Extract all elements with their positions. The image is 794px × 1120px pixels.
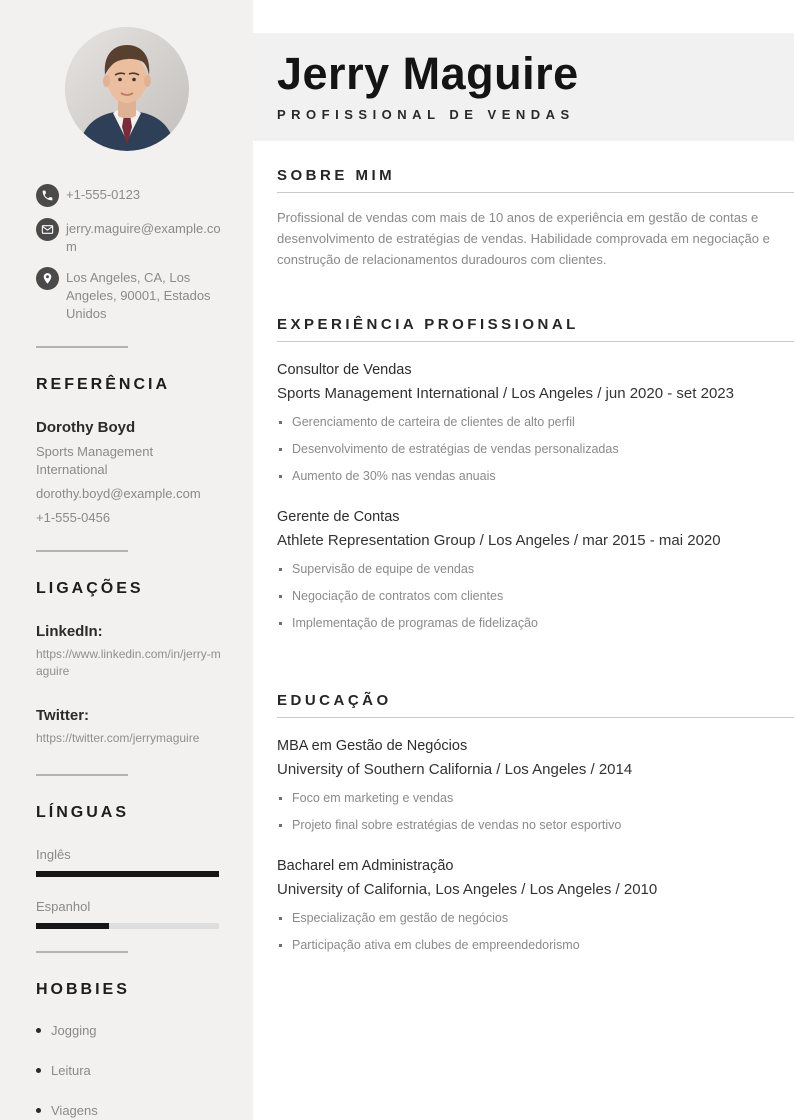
- education-heading: EDUCAÇÃO: [277, 692, 392, 709]
- language-level-bar: [36, 923, 219, 929]
- bullet-dot: [279, 622, 282, 625]
- education-section: [253, 692, 794, 954]
- contact-phone: [36, 184, 227, 207]
- section-divider: [277, 341, 794, 342]
- language-level-fill: [36, 871, 219, 877]
- divider: [36, 550, 128, 552]
- education-entry: [277, 738, 770, 834]
- bullet-item: [277, 441, 770, 458]
- divider: [36, 346, 128, 348]
- person-job-title: PROFISSIONAL DE VENDAS: [277, 107, 575, 122]
- links-block: [36, 623, 227, 747]
- main-content: [253, 0, 794, 1120]
- contact-email: [36, 218, 227, 256]
- bullet-label: Aumento de 30% nas vendas anuais: [292, 469, 496, 483]
- bullet-dot: [279, 595, 282, 598]
- job-title: Consultor de Vendas: [277, 362, 412, 378]
- bullet-dot: [279, 917, 282, 920]
- person-name: Jerry Maguire: [277, 48, 579, 99]
- about-heading: SOBRE MIM: [277, 167, 396, 184]
- links-heading: LIGAÇÕES: [36, 580, 144, 597]
- contact-location: [36, 267, 227, 323]
- degree-bullets: [277, 790, 770, 834]
- reference-email: dorothy.boyd@example.com: [36, 486, 201, 501]
- job-title: Gerente de Contas: [277, 509, 400, 525]
- hobby-item: [36, 1063, 227, 1078]
- bullet-dot: [36, 1028, 41, 1033]
- experience-section: [253, 316, 794, 632]
- bullet-item: [277, 561, 770, 578]
- bullet-label: Implementação de programas de fidelização: [292, 616, 538, 630]
- hobby-item: [36, 1023, 227, 1038]
- twitter-label: Twitter:: [36, 707, 90, 724]
- hobby-label: Jogging: [51, 1023, 97, 1038]
- location-text: Los Angeles, CA, Los Angeles, 90001, Estados Unidos: [66, 270, 211, 321]
- bullet-label: Negociação de contratos com clientes: [292, 589, 504, 603]
- bullet-dot: [36, 1068, 41, 1073]
- bullet-item: [277, 468, 770, 485]
- degree-title: MBA em Gestão de Negócios: [277, 738, 468, 754]
- bullet-dot: [279, 421, 282, 424]
- bullet-dot: [279, 824, 282, 827]
- section-divider: [277, 192, 794, 193]
- hobbies-block: [36, 1023, 227, 1118]
- degree-meta: University of California, Los Angeles / Los Angeles / 2010: [277, 881, 658, 898]
- job-meta: Athlete Representation Group / Los Angeles / mar 2015 - mai 2020: [277, 532, 721, 549]
- language-level-bar: [36, 871, 219, 877]
- hobbies-heading: HOBBIES: [36, 981, 130, 998]
- contact-info: [36, 184, 227, 323]
- bullet-item: [277, 615, 770, 632]
- avatar: [65, 27, 189, 151]
- experience-entry: [277, 362, 770, 485]
- job-meta: Sports Management International / Los Angeles / jun 2020 - set 2023: [277, 385, 734, 402]
- linkedin-url[interactable]: https://www.linkedin.com/in/jerry-maguire: [36, 647, 221, 678]
- bullet-dot: [279, 568, 282, 571]
- education-entry: [277, 858, 770, 954]
- email-address: jerry.maguire@example.com: [66, 221, 221, 254]
- phone-number: +1-555-0123: [66, 187, 141, 202]
- bullet-dot: [279, 475, 282, 478]
- degree-bullets: [277, 910, 770, 954]
- bullet-label: Supervisão de equipe de vendas: [292, 562, 475, 576]
- hobby-label: Viagens: [51, 1103, 98, 1118]
- bullet-item: [277, 588, 770, 605]
- bullet-dot: [279, 944, 282, 947]
- language-level-fill: [36, 923, 109, 929]
- bullet-dot: [279, 797, 282, 800]
- bullet-dot: [36, 1108, 41, 1113]
- bullet-item: [277, 817, 770, 834]
- experience-entry: [277, 509, 770, 632]
- languages-block: [36, 847, 227, 929]
- bullet-item: [277, 790, 770, 807]
- degree-meta: University of Southern California / Los Angeles / 2014: [277, 761, 633, 778]
- section-divider: [277, 717, 794, 718]
- bullet-item: [277, 910, 770, 927]
- reference-name: Dorothy Boyd: [36, 419, 136, 436]
- link-item-linkedin: [36, 623, 227, 680]
- bullet-item: [277, 937, 770, 954]
- languages-heading: LÍNGUAS: [36, 804, 129, 821]
- reference-heading: REFERÊNCIA: [36, 376, 171, 393]
- bullet-label: Especialização em gestão de negócios: [292, 911, 509, 925]
- link-item-twitter: [36, 707, 227, 747]
- divider: [36, 774, 128, 776]
- about-text: Profissional de vendas com mais de 10 anos de experiência em gestão de contas e desenvolvimento de estratégias de vendas. Habilidade comprovada em negociação e construção de relacionamentos duradouros com clientes.: [277, 210, 770, 267]
- reference-block: [36, 419, 227, 527]
- location-icon: [36, 267, 59, 290]
- language-name: Inglês: [36, 847, 71, 862]
- job-bullets: [277, 414, 770, 485]
- header-band: [253, 33, 794, 141]
- reference-company: Sports Management International: [36, 444, 154, 477]
- job-bullets: [277, 561, 770, 632]
- twitter-url[interactable]: https://twitter.com/jerrymaguire: [36, 731, 200, 745]
- sidebar: [0, 0, 253, 1120]
- experience-heading: EXPERIÊNCIA PROFISSIONAL: [277, 316, 579, 333]
- language-name: Espanhol: [36, 899, 91, 914]
- linkedin-label: LinkedIn:: [36, 623, 103, 640]
- bullet-dot: [279, 448, 282, 451]
- divider: [36, 951, 128, 953]
- phone-icon: [36, 184, 59, 207]
- bullet-label: Participação ativa em clubes de empreendedorismo: [292, 938, 580, 952]
- hobby-item: [36, 1103, 227, 1118]
- bullet-label: Projeto final sobre estratégias de vendas no setor esportivo: [292, 818, 622, 832]
- profile-photo-illustration: [65, 27, 189, 151]
- bullet-label: Gerenciamento de carteira de clientes de alto perfil: [292, 415, 575, 429]
- bullet-label: Foco em marketing e vendas: [292, 791, 454, 805]
- language-item: [36, 899, 227, 929]
- bullet-label: Desenvolvimento de estratégias de vendas personalizadas: [292, 442, 619, 456]
- email-icon: [36, 218, 59, 241]
- language-item: [36, 847, 227, 877]
- reference-phone: +1-555-0456: [36, 510, 111, 525]
- about-section: [253, 167, 794, 270]
- degree-title: Bacharel em Administração: [277, 858, 454, 874]
- bullet-item: [277, 414, 770, 431]
- hobby-label: Leitura: [51, 1063, 91, 1078]
